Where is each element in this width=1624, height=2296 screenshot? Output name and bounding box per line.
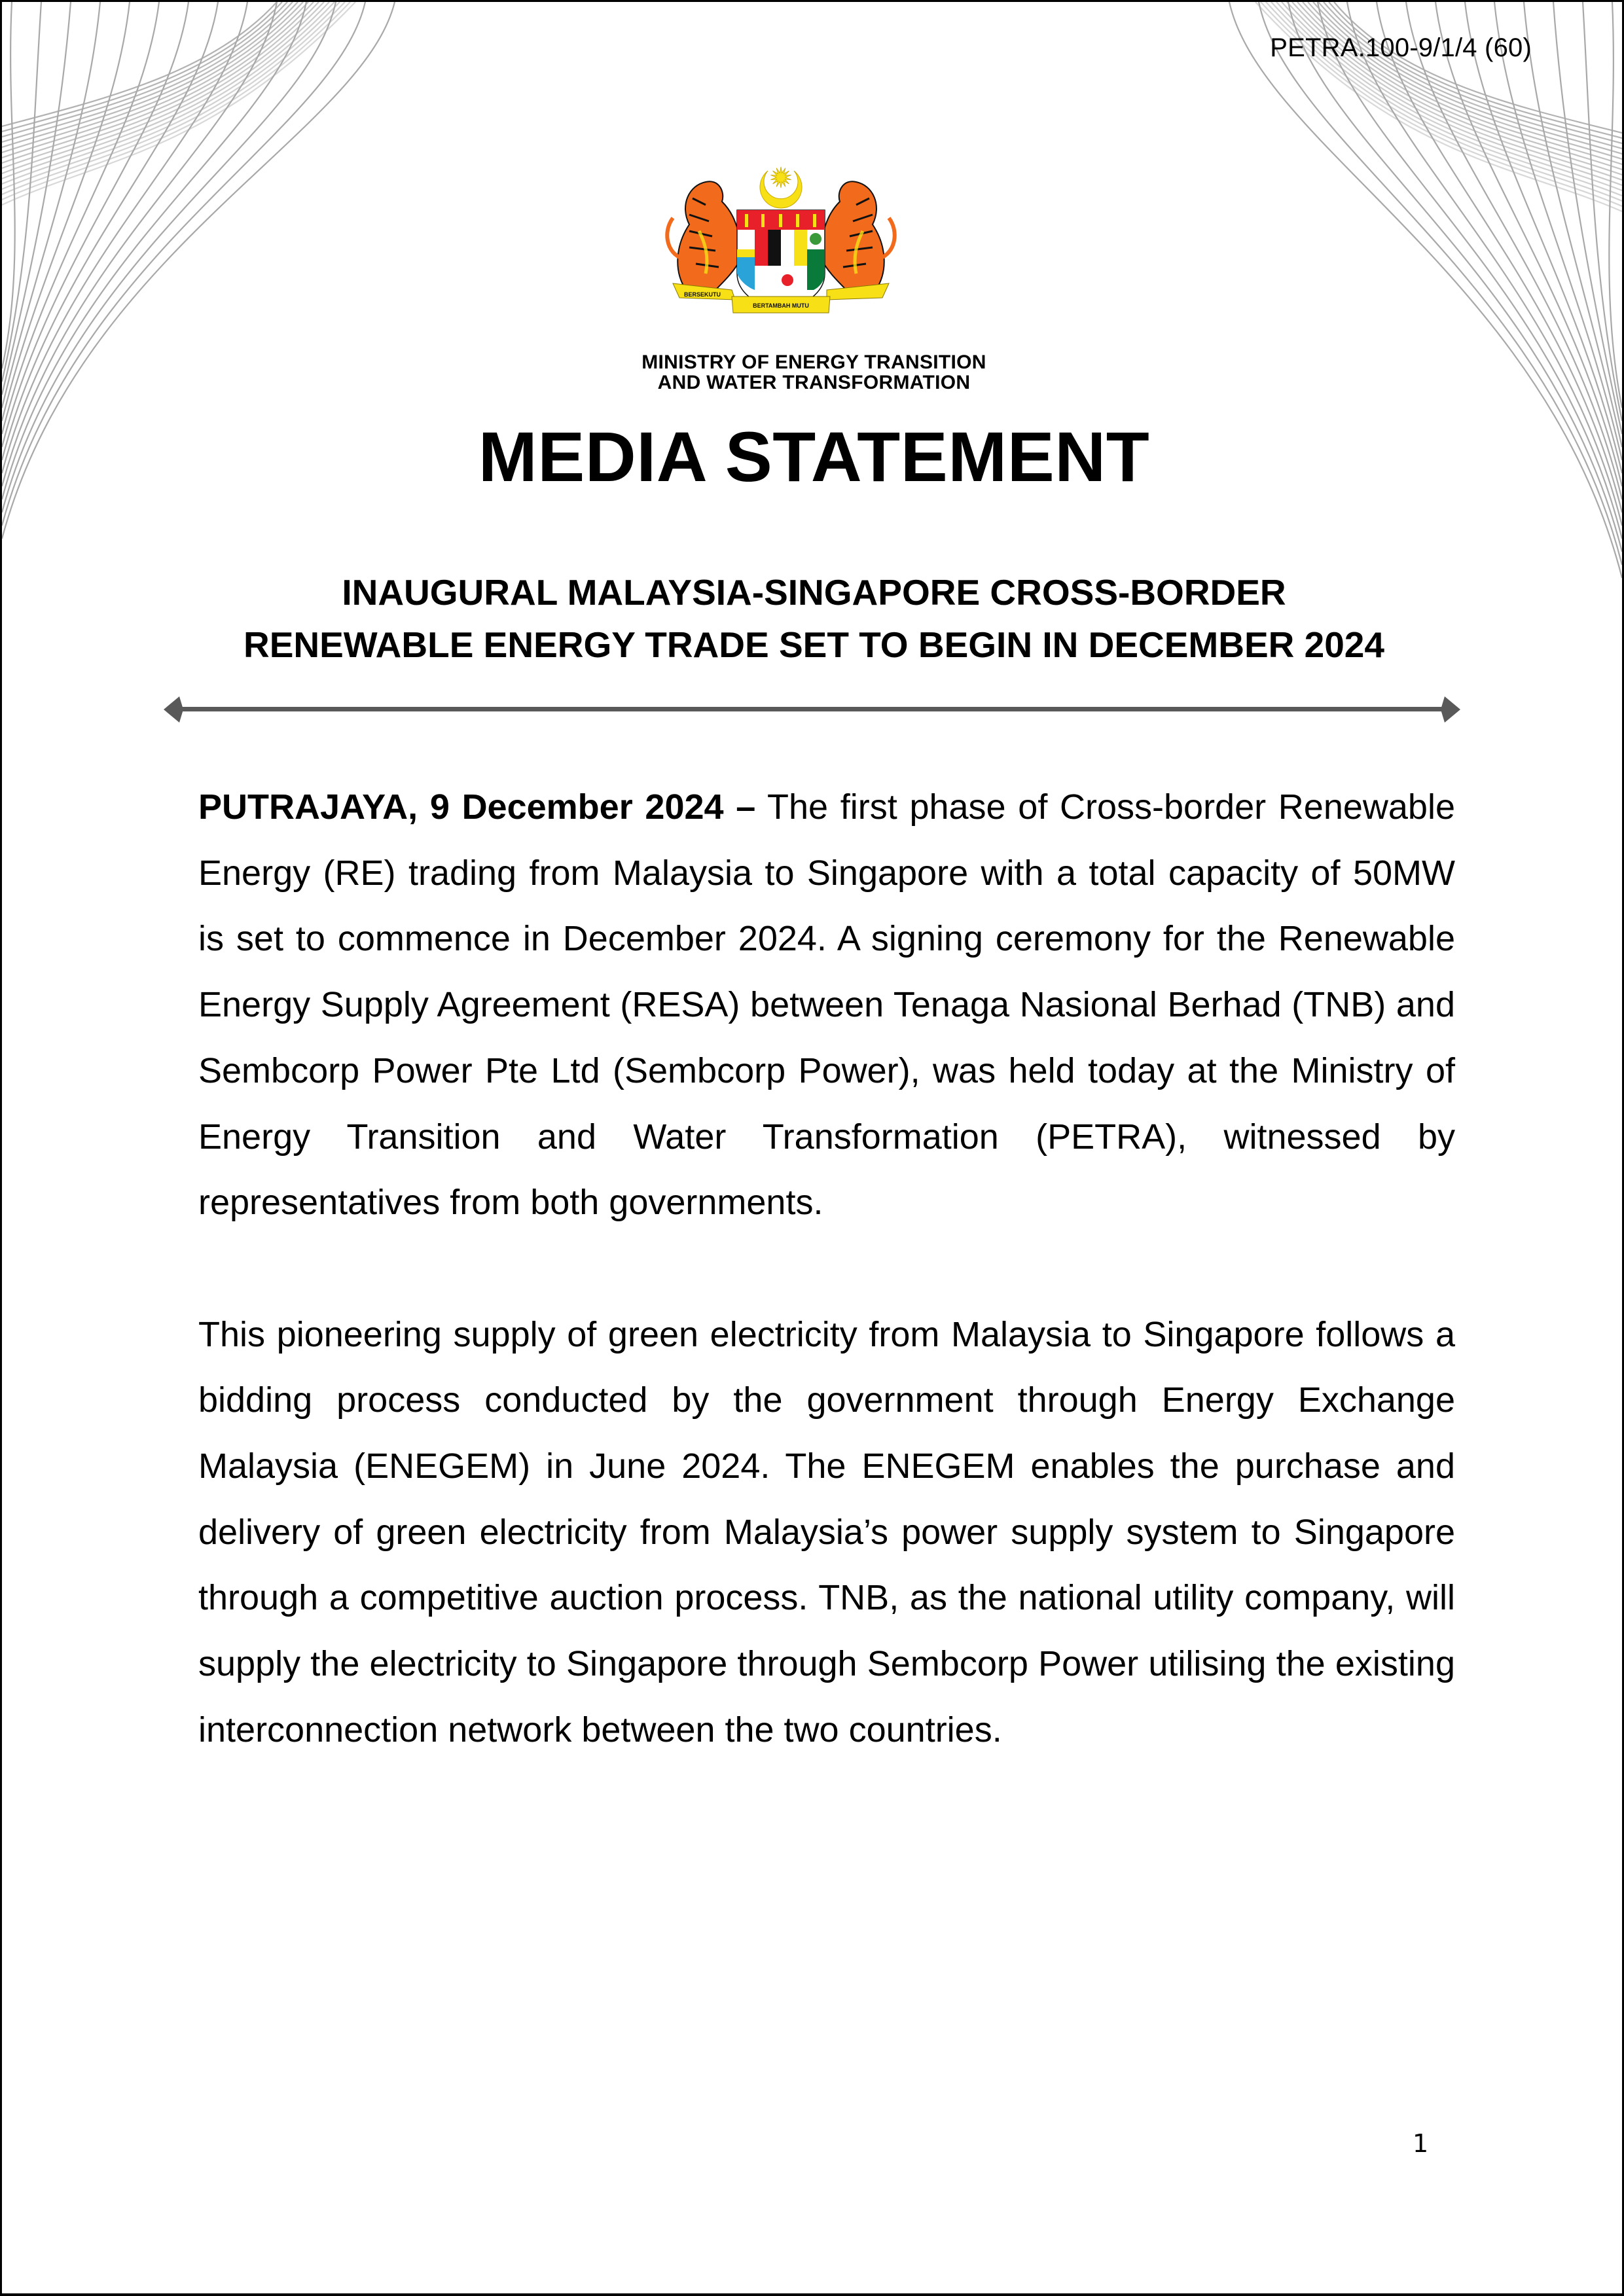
decorative-curve — [2, 2, 340, 189]
headline-line2: RENEWABLE ENERGY TRADE SET TO BEGIN IN DECEMBER 2024 — [243, 624, 1384, 665]
decorative-curve — [2, 2, 350, 200]
ministry-name-line2: AND WATER TRANSFORMATION — [657, 372, 971, 393]
decorative-curve — [1324, 2, 1622, 143]
decorative-curve — [2, 2, 355, 205]
decorative-curve — [1329, 2, 1622, 138]
ministry-name — [2, 352, 1624, 393]
decorative-curve — [2, 2, 71, 395]
decorative-curve — [2, 2, 329, 179]
body-text — [198, 774, 1455, 1829]
sun-star-icon — [770, 167, 791, 188]
coat-of-arms-logo — [660, 159, 902, 323]
tiger-right-icon — [820, 181, 895, 290]
decorative-curve — [2, 2, 298, 147]
decorative-curve — [2, 2, 15, 368]
reference-number: PETRA.100-9/1/4 (60) — [1270, 33, 1532, 62]
decorative-curve — [1318, 2, 1622, 149]
tiger-left-icon — [667, 181, 742, 290]
paragraph-2: This pioneering supply of green electricity from Malaysia to Singapore follows a bidding process conducted by the government through Energy Exchange Malaysia (ENEGEM) in June 2024. The ENEGEM enables the purchase and delivery of green electricity from Malaysia’s power supply system to Singapore through a competitive auction process. TNB, as the national utility company, will supply the electricity to Singapore through Sembcorp Power utilising the existing interconnection network between the two countries. — [198, 1314, 1455, 1749]
divider-rule — [178, 707, 1446, 711]
page-title: MEDIA STATEMENT — [478, 417, 1150, 496]
decorative-curve — [2, 2, 277, 486]
decorative-curve — [2, 2, 334, 184]
decorative-curve — [1287, 2, 1622, 180]
motto-left-text: BERSEKUTU — [683, 291, 721, 298]
decorative-curve — [2, 2, 303, 152]
ministry-name-line1: MINISTRY OF ENERGY TRANSITION — [641, 351, 986, 373]
decorative-curve — [2, 2, 293, 142]
paragraph-1 — [198, 774, 1455, 1236]
decorative-curve — [1266, 2, 1622, 201]
decorative-curve — [1308, 2, 1622, 159]
paragraph-1-text: The first phase of Cross-border Renewable Energy (RE) trading from Malaysia to Singapore with a total capacity of 50MW is set to commence in December 2024. A signing ceremony for the Renewable Energy Supply Agreement (RESA) between Tenaga Nasional Berhad (TNB) and Sembcorp Power Pte Ltd (Sembcorp Power), was held today at the Ministry of Energy Transition and Water Transformation (PETRA), witnessed by representatives from both governments. — [198, 787, 1455, 1223]
decorative-curve — [1271, 2, 1622, 196]
decorative-curve — [2, 2, 314, 163]
shield-icon — [737, 210, 825, 311]
divider-line — [162, 694, 1462, 725]
decorative-curve — [2, 2, 277, 126]
decorative-curve — [2, 2, 345, 194]
decorative-curve — [1261, 2, 1622, 206]
decorative-curve — [1435, 2, 1622, 486]
crescent-star-icon — [760, 167, 802, 208]
decorative-curve — [1282, 2, 1622, 185]
motto-center-text: BERTAMBAH MUTU — [753, 302, 809, 309]
headline — [2, 566, 1624, 671]
decorative-curve — [1313, 2, 1622, 154]
decorative-curve — [2, 2, 324, 173]
decorative-curve — [1465, 2, 1622, 473]
decorative-curve — [2, 2, 287, 137]
headline-line1: INAUGURAL MALAYSIA-SINGAPORE CROSS-BORDER — [342, 572, 1286, 613]
decorative-curve — [1292, 2, 1622, 175]
decorative-curve — [1276, 2, 1622, 190]
decorative-curve — [1609, 2, 1622, 408]
decorative-curve — [1303, 2, 1622, 164]
decorative-curve — [1334, 2, 1622, 133]
decorative-curve — [2, 2, 100, 408]
decorative-curve — [1297, 2, 1622, 170]
decorative-lines-right — [1164, 2, 1622, 604]
page-number: 1 — [1413, 2129, 1429, 2158]
decorative-curve — [2, 2, 247, 473]
decorative-curve — [2, 2, 282, 132]
decorative-curve — [2, 2, 41, 382]
dateline: PUTRAJAYA, 9 December 2024 – — [198, 787, 756, 827]
decorative-curve — [2, 2, 308, 158]
decorative-curve — [2, 2, 319, 168]
